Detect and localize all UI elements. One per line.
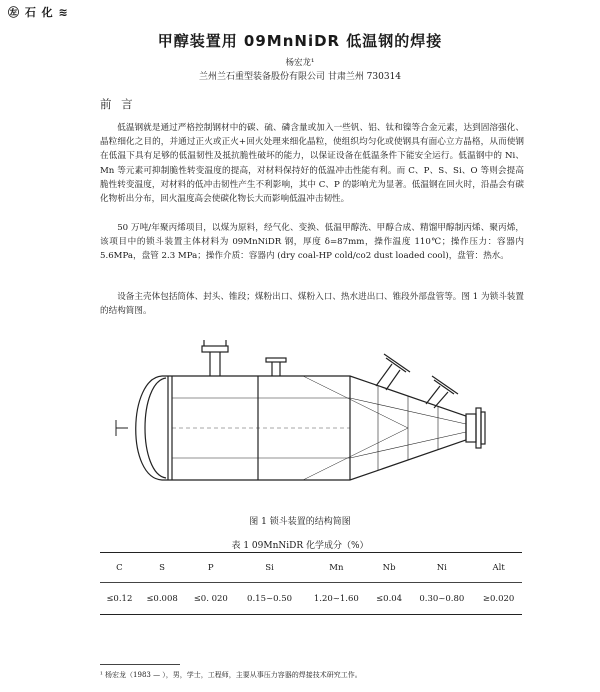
paragraph-2: 50 万吨/年聚丙烯项目，以煤为原料，经气化、变换、低温甲醇洗、甲醇合成、精馏甲醇制丙烯、聚丙烯，该项目中的锁斗装置主体材料为 09MnNiDR 钢，厚度 δ=87mm，操作温度 110℃；操作压力：容器内 5.6MPa，盘管 2.3 MPa；操作介质：容器内 (dry coal-HP cold/co2 dust loaded cool)，盘管：热水。 [100,223,524,262]
header-c: C [100,553,139,583]
support-foot [116,420,128,436]
table-header-row [100,553,522,583]
top-nozzle-small [266,358,286,376]
cell-s: ≤0.008 [139,583,186,615]
journal-logo: ㊧ 石 化 ≋ [8,6,69,19]
cone-nozzle-1 [376,354,410,390]
article-affiliation: 兰州兰石重型装备股份有限公司 甘肃兰州 730314 [198,72,402,82]
footnote-rule [100,664,180,665]
section-heading: 前 言 [100,97,136,111]
cell-alt: ≥0.020 [475,583,522,615]
header-nb: Nb [370,553,409,583]
footnote: ¹ 杨宏龙（1983 — ），男，学士，工程师，主要从事压力容器的焊接技术研究工作。 [100,671,362,679]
header-alt: Alt [475,553,522,583]
figure-caption: 图 1 锁斗装置的结构简图 [249,517,351,527]
header-ni: Ni [408,553,475,583]
cell-ni: 0.30~0.80 [408,583,475,615]
outlet-nozzle [466,408,485,448]
top-nozzle [202,340,228,376]
header-p: P [185,553,236,583]
cell-mn: 1.20~1.60 [303,583,370,615]
paragraph-3: 设备主壳体包括筒体、封头、锥段；煤粉出口、煤粉入口、热水进出口、锥段外部盘管等。图 1 为锁斗装置的结构简图。 [100,292,524,317]
cell-c: ≤0.12 [100,583,139,615]
chemical-composition-table [100,552,522,615]
table-caption: 表 1 09MnNiDR 化学成分（%） [231,541,369,551]
table-row [100,583,522,615]
cell-p: ≤0. 020 [185,583,236,615]
article-author: 杨宏龙¹ [285,58,315,68]
cell-nb: ≤0.04 [370,583,409,615]
lock-hopper-diagram [108,338,508,508]
article-title: 甲醇装置用 09MnNiDR 低温钢的焊接 [157,32,443,50]
cone-nozzle-2 [426,376,458,408]
header-si: Si [236,553,303,583]
cell-si: 0.15~0.50 [236,583,303,615]
paragraph-1: 低温钢就是通过严格控制钢材中的碳、硫、磷含量或加入一些钒、铝、钛和镍等合金元素，达到固溶强化、晶粒细化之目的，并通过正火或正火+回火处理来细化晶粒，使组织均匀化或使钢具有面心立方晶格，从而使钢在低温下具有足够的低温韧性及抵抗脆性破坏的能力，以保证设备在低温条件下能安全运行。低温钢中的 Ni、Mn 等元素可抑制脆性转变温度的提高，对材料保持好的低温冲击性能有利。而 C、P、S、Si、O 等则会提高脆性转变温度，对材料的低冲击韧性产生不利影响，其中 C、P 的影响尤为显著。低温钢在回火时，沿晶会有碳化物析出分布，回火温度高会使碳化物长大而影响低温冲击韧性。 [100,123,524,205]
header-s: S [139,553,186,583]
header-mn: Mn [303,553,370,583]
